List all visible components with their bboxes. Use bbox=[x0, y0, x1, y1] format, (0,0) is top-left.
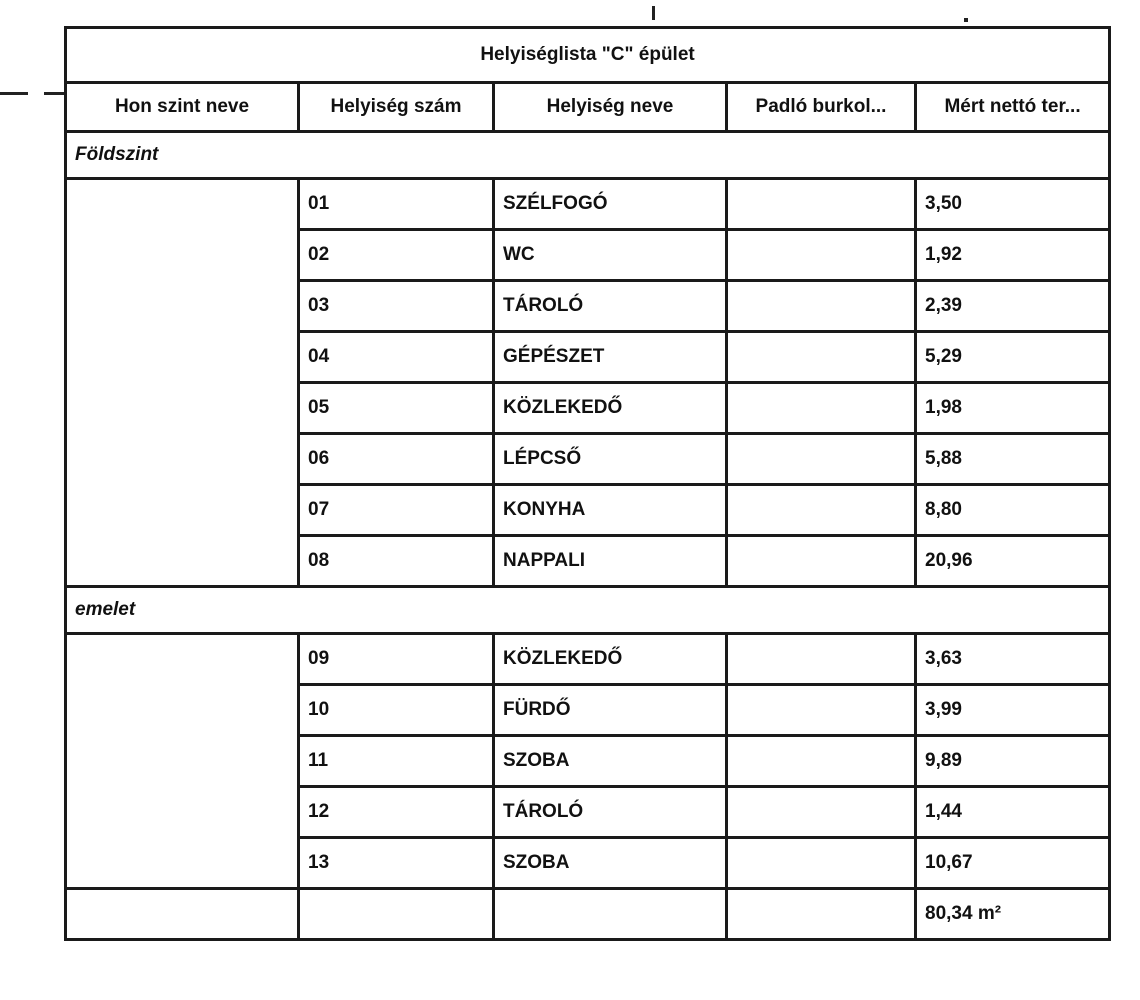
room-name: LÉPCSŐ bbox=[494, 434, 727, 485]
room-name: FÜRDŐ bbox=[494, 685, 727, 736]
room-name: SZÉLFOGÓ bbox=[494, 179, 727, 230]
net-area: 1,98 bbox=[916, 383, 1110, 434]
room-number: 04 bbox=[299, 332, 494, 383]
net-area: 3,99 bbox=[916, 685, 1110, 736]
room-name: TÁROLÓ bbox=[494, 787, 727, 838]
floor-finish bbox=[727, 685, 916, 736]
room-name: TÁROLÓ bbox=[494, 281, 727, 332]
header-room-number: Helyiség szám bbox=[299, 83, 494, 132]
header-net-area: Mért nettó ter... bbox=[916, 83, 1110, 132]
room-name: SZOBA bbox=[494, 736, 727, 787]
room-name: SZOBA bbox=[494, 838, 727, 889]
floor-finish bbox=[727, 383, 916, 434]
floor-finish bbox=[727, 281, 916, 332]
total-empty-cell bbox=[494, 889, 727, 940]
floor-finish bbox=[727, 434, 916, 485]
room-number: 13 bbox=[299, 838, 494, 889]
room-number: 07 bbox=[299, 485, 494, 536]
room-name: GÉPÉSZET bbox=[494, 332, 727, 383]
table-title: Helyiséglista "C" épület bbox=[66, 28, 1110, 83]
room-number: 11 bbox=[299, 736, 494, 787]
room-name: KÖZLEKEDŐ bbox=[494, 634, 727, 685]
total-empty-cell bbox=[299, 889, 494, 940]
net-area: 3,63 bbox=[916, 634, 1110, 685]
room-name: WC bbox=[494, 230, 727, 281]
room-number: 12 bbox=[299, 787, 494, 838]
floor-finish bbox=[727, 634, 916, 685]
floor-finish bbox=[727, 485, 916, 536]
floor-name-cell-empty bbox=[66, 634, 299, 889]
total-empty-cell bbox=[727, 889, 916, 940]
crop-mark-dot bbox=[964, 18, 968, 22]
net-area: 10,67 bbox=[916, 838, 1110, 889]
header-floor-finish: Padló burkol... bbox=[727, 83, 916, 132]
floor-finish bbox=[727, 332, 916, 383]
total-area: 80,34 m² bbox=[916, 889, 1110, 940]
room-name: KONYHA bbox=[494, 485, 727, 536]
section-line-left-a bbox=[0, 92, 28, 95]
room-list-table bbox=[64, 26, 1111, 941]
floor-finish bbox=[727, 230, 916, 281]
floor-name: Földszint bbox=[66, 132, 1110, 179]
net-area: 20,96 bbox=[916, 536, 1110, 587]
room-number: 06 bbox=[299, 434, 494, 485]
total-row bbox=[66, 889, 1110, 940]
floor-finish bbox=[727, 536, 916, 587]
net-area: 2,39 bbox=[916, 281, 1110, 332]
room-number: 09 bbox=[299, 634, 494, 685]
floor-finish bbox=[727, 838, 916, 889]
room-number: 05 bbox=[299, 383, 494, 434]
section-line-left-b bbox=[44, 92, 64, 95]
floor-name-cell-empty bbox=[66, 179, 299, 587]
crop-mark-top bbox=[652, 6, 655, 20]
floor-group-row bbox=[66, 587, 1110, 634]
table-row bbox=[66, 634, 1110, 685]
room-name: NAPPALI bbox=[494, 536, 727, 587]
net-area: 1,92 bbox=[916, 230, 1110, 281]
floor-finish bbox=[727, 736, 916, 787]
room-number: 10 bbox=[299, 685, 494, 736]
table-header-row bbox=[66, 83, 1110, 132]
room-number: 01 bbox=[299, 179, 494, 230]
header-floor-name: Hon szint neve bbox=[66, 83, 299, 132]
table-row bbox=[66, 179, 1110, 230]
header-room-name: Helyiség neve bbox=[494, 83, 727, 132]
total-empty-cell bbox=[66, 889, 299, 940]
net-area: 9,89 bbox=[916, 736, 1110, 787]
table-title-row bbox=[66, 28, 1110, 83]
floor-finish bbox=[727, 787, 916, 838]
room-number: 02 bbox=[299, 230, 494, 281]
net-area: 8,80 bbox=[916, 485, 1110, 536]
floor-name: emelet bbox=[66, 587, 1110, 634]
room-number: 03 bbox=[299, 281, 494, 332]
room-name: KÖZLEKEDŐ bbox=[494, 383, 727, 434]
net-area: 5,88 bbox=[916, 434, 1110, 485]
net-area: 5,29 bbox=[916, 332, 1110, 383]
floor-group-row bbox=[66, 132, 1110, 179]
net-area: 1,44 bbox=[916, 787, 1110, 838]
floor-finish bbox=[727, 179, 916, 230]
net-area: 3,50 bbox=[916, 179, 1110, 230]
room-number: 08 bbox=[299, 536, 494, 587]
